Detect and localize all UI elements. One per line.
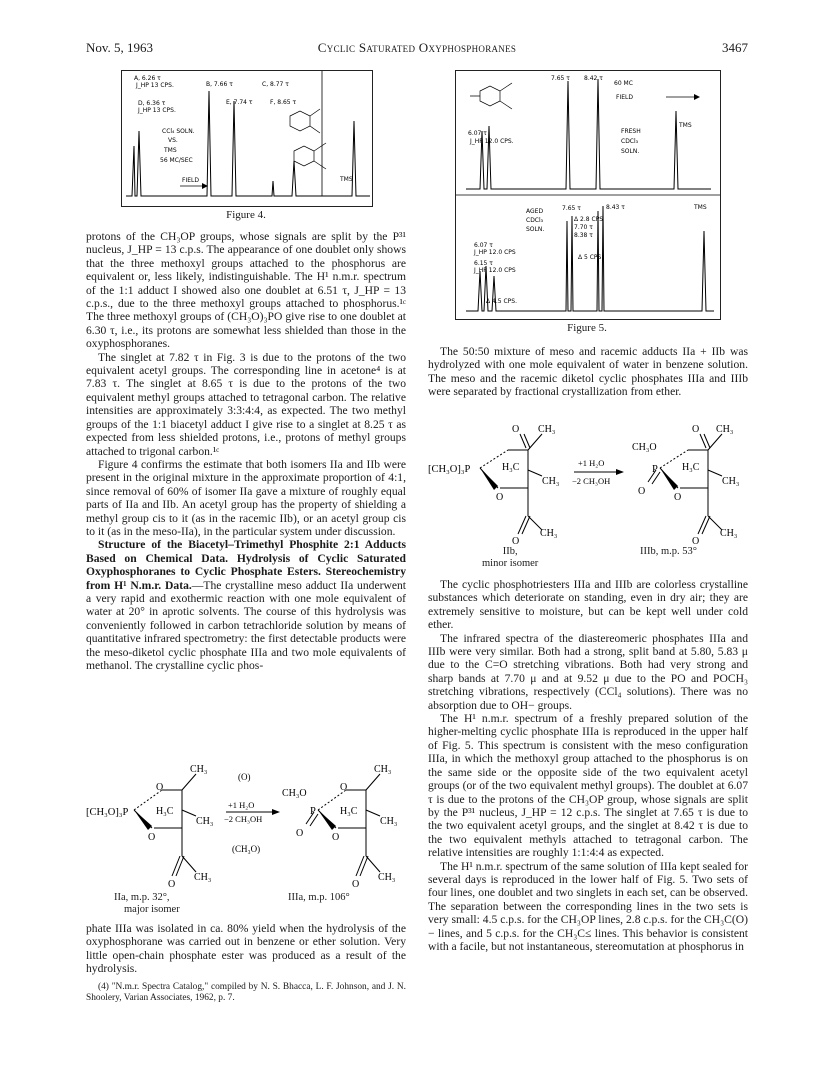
fig5-aged-607: 6.07 τ	[474, 242, 493, 249]
scheme1-ch3-top: CH₃	[190, 764, 208, 775]
scheme2-ch3-top: CH₃	[538, 424, 556, 435]
scheme1-reagent-water: +1 H₂O	[228, 800, 255, 810]
scheme2-o-top: O	[512, 424, 520, 435]
right-column-upper	[428, 345, 748, 399]
scheme1-product-p: P	[310, 806, 316, 817]
scheme2-ch3-bot: CH₃	[540, 528, 558, 539]
fig4-label-c: C, 8.77 τ	[262, 81, 289, 88]
scheme1-reagent-methanol: −2 CH₃OH	[224, 814, 263, 824]
fig5-aged-843: 8.43 τ	[606, 204, 625, 211]
fig5-peak-765: 7.65 τ	[551, 75, 570, 82]
fig4-structure-sketch	[290, 109, 326, 169]
figure-5-caption: Figure 5.	[567, 322, 607, 334]
scheme1-caption-major: major isomer	[124, 904, 180, 915]
right-column-lower	[428, 578, 748, 953]
fig4-field: FIELD	[182, 177, 199, 184]
figure-5-plot	[456, 71, 720, 319]
scheme1-ch3o-paren: (CH₃O)	[232, 844, 261, 854]
fig4-tms: TMS	[164, 147, 177, 154]
left-paragraph-1: protons of the CH₃OP groups, whose signals are split by the P³¹ nucleus, J_HP = 13 c.p.s. The appearance of one doublet only shows that the three methoxyl groups attached to the phosphorus are equivalent or, less likely, indistinguishable. The H¹ n.m.r. spectrum of the 1:1 adduct I showed also one doublet at 6.51 τ, J_HP = 13 c.p.s., due to the three methoxyl groups attached to phosphorus.¹ᶜ The three methoxyl groups of (CH₃O)₃PO give rise to one doublet at 6.30 τ, i.e., its protons are somewhat less shielded than those in the oxyphosphoranes.	[86, 230, 406, 351]
fig5-j: J_HP 12.0 CPS.	[470, 138, 514, 145]
fig5-peak-607: 6.07 τ	[468, 130, 487, 137]
footnote-4: (4) "N.m.r. Spectra Catalog," compiled by N. S. Bhacca, L. F. Johnson, and J. N. Shoolery, Varian Associates, 1962, p. 7.	[86, 981, 406, 1003]
figure-5-spectrum	[455, 70, 721, 320]
scheme1-caption-left	[114, 892, 180, 916]
fig5-delta-45: Δ 4.5 CPS.	[486, 298, 517, 305]
fig5-mc: 60 MC	[614, 80, 633, 87]
fig5-aged-770: 7.70 τ	[574, 224, 593, 231]
scheme1-product-h3c: H₃C	[340, 806, 358, 817]
header-date: Nov. 5, 1963	[86, 40, 154, 55]
scheme2-product-o-bot: O	[692, 536, 700, 546]
scheme2-product-ch3o: CH₃O	[632, 442, 657, 453]
fig4-vs: VS.	[168, 137, 178, 144]
scheme2-caption-minor: minor isomer	[482, 558, 539, 569]
scheme1-product-ch3o: CH₃O	[282, 788, 307, 799]
right-paragraph-5: The H¹ n.m.r. spectrum of the same solution of IIIa kept sealed for several days is reproduced in the lower half of Fig. 5. Two sets of four lines, one doublet and two singlets in each set, can be observed. The separation between the corresponding lines in the two sets is very small: 4.5 c.p.s. for the CH₃OP lines, 2.8 c.p.s. for the CH₃C(O)− lines, and 5 c.p.s. for the CH₃C≤ lines. This behavior is consistent with a facile, but not instantaneous, stereomutation at phosphorus in	[428, 859, 748, 953]
fig4-label-a: A, 6.26 τ	[134, 75, 161, 82]
fig5-soln: SOLN.	[621, 148, 640, 155]
scheme1-product-ch3-mid: CH₃	[380, 816, 398, 827]
left-paragraph-3: Figure 4 confirms the estimate that both isomers IIa and IIb were present in the original mixture in the approximate proportion of 4:1, since removal of 60% of isomer IIa gave a mixture of roughly equal parts of IIa and IIb. An acetyl group has the property of shielding a methyl group cis to it (as in the racemic IIb), or an acetyl group cis to it (as in the meso-IIa), in the particular system under discussion.	[86, 457, 406, 538]
fig5-delta-5: Δ 5 CPS	[578, 254, 602, 261]
figure-4-caption: Figure 4.	[226, 209, 266, 221]
scheme2-product-ch3-top: CH₃	[716, 424, 734, 435]
scheme2-product-ch3-mid: CH₃	[722, 476, 740, 487]
scheme2-reactant-label: [CH₃O]₃P	[428, 464, 471, 475]
fig4-label-d: D, 6.36 τ	[138, 100, 166, 107]
fig4-solvent: CCl₄ SOLN.	[162, 128, 195, 135]
fig4-label-e: E, 7.74 τ	[226, 99, 253, 106]
fig4-label-f: F, 8.65 τ	[270, 99, 297, 106]
scheme2-o-bot: O	[512, 536, 520, 546]
fig5-aged-838: 8.38 τ	[574, 232, 593, 239]
scheme2-reagent-methanol: −2 CH₃OH	[572, 476, 611, 486]
scheme2-product-ch3-bot: CH₃	[720, 528, 738, 539]
scheme1-product-o-left: O	[332, 832, 340, 843]
scheme2-product-o-left: O	[674, 492, 682, 503]
scheme2-reagent-water: +1 H₂O	[578, 458, 605, 468]
scheme1-o-paren: (O)	[238, 772, 251, 782]
scheme1-caption-iia: IIa, m.p. 32°,	[114, 892, 170, 903]
scheme2-caption-iiib: IIIb, m.p. 53°	[640, 546, 697, 557]
fig4-tms-peak: TMS	[340, 176, 353, 183]
figure-4-spectrum	[121, 70, 373, 207]
scheme1-o-top: O	[156, 782, 164, 793]
fig5-aged-765: 7.65 τ	[562, 205, 581, 212]
left-column-upper	[86, 230, 406, 672]
left-paragraph-5: phate IIIa was isolated in ca. 80% yield when the hydrolysis of the oxyphosphorane was carried out in benzene or ether solution. Very little open-chain phosphate ester was produced as a result of the hydrolysis.	[86, 922, 406, 976]
scheme2-caption-iib: IIb,	[502, 546, 518, 557]
scheme2-product-o-eq: O	[638, 486, 646, 497]
left-paragraph-2: The singlet at 7.82 τ in Fig. 3 is due to the protons of the two equivalent acetyl groups. The corresponding line in acetone⁴ is at 7.83 τ. The singlet at 8.65 τ is due to the protons of the two equivalent methyl groups attached to tetragonal carbon. The relative intensities are approximately 3:3:4:4, as expected. The two methyl groups of the 1:1 biacetyl adduct I give rise to a singlet at 8.25 τ as expected from less shielded protons, i.e., protons of methyl groups attached to trigonal carbon.¹ᶜ	[86, 350, 406, 458]
header-page-number: 3467	[722, 40, 748, 55]
fig5-structure-sketch	[470, 83, 512, 109]
fig5-cdcl3: CDCl₃	[621, 138, 639, 145]
section-heading: Structure of the Biacetyl–Trimethyl Phosphite 2:1 Adducts Based on Chemical Data. Hydrolysis of Cyclic Saturated Oxyphosphoranes to Cyclic Phosphate Esters. Stereochemistry from H¹ N.m.r. Data.	[86, 538, 406, 592]
fig5-field: FIELD	[616, 94, 633, 101]
scheme1-reactant-label: [CH₃O]₃P	[86, 807, 129, 818]
right-paragraph-2: The cyclic phosphotriesters IIIa and IIIb are colorless crystalline substances which deteriorate on standing, even in dry air; they are extremely sensitive to moisture, but can be kept well under cold ether.	[428, 578, 748, 632]
fig5-tms: TMS	[679, 122, 692, 129]
header-title: Cyclic Saturated Oxyphosphoranes	[317, 40, 517, 55]
left-paragraph-4	[86, 538, 406, 672]
fig5-peak-842: 8.42 τ	[584, 75, 603, 82]
scheme1-product-ch3-top: CH₃	[374, 764, 392, 775]
fig5-delta-28: Δ 2.8 CPS	[574, 216, 604, 223]
scheme1-product-ch3-bot: CH₃	[378, 872, 396, 883]
scheme2-product-o-top: O	[692, 424, 700, 435]
fig5-tms-2: TMS	[694, 204, 707, 211]
scheme1-o-left: O	[148, 832, 156, 843]
right-paragraph-1: The 50:50 mixture of meso and racemic adducts IIa + IIb was hydrolyzed with one mole equivalent of water in benzene solution. The meso and the racemic diketol cyclic phosphates IIIa and IIIb were separated by fractional crystallization from ether.	[428, 345, 748, 399]
scheme1-ch3-bot: CH₃	[194, 872, 212, 883]
left-column-lower	[86, 922, 406, 1004]
fig5-aged-cdcl3: CDCl₃	[526, 217, 544, 224]
fig5-aged-j2: J_HP 12.0 CPS	[474, 267, 516, 274]
right-paragraph-3: The infrared spectra of the diastereomeric phosphates IIIa and IIIb were very similar. Both had a strong, split band at 5.80, 5.83 μ due to the C=O stretching vibrations. Both had very strong and sharp bands at 7.70 μ and at 9.52 μ due to the PO and POCH₃ stretching vibrations, respectively (CCl₄ solutions). There was no absorption due to OH− groups.	[428, 631, 748, 712]
fig4-label-b: B, 7.66 τ	[206, 81, 233, 88]
fig5-aged-soln: SOLN.	[526, 226, 545, 233]
fig4-mc: 56 MC/SEC	[160, 157, 193, 164]
scheme1-h3c: H₃C	[156, 806, 174, 817]
scheme1-product-o-bot: O	[352, 879, 360, 890]
scheme2-product-p: P	[652, 464, 658, 475]
fig5-aged-615: 6.15 τ	[474, 260, 493, 267]
scheme2-ch3-mid: CH₃	[542, 476, 560, 487]
fig5-aged-j1: J_HP 12.0 CPS	[474, 249, 516, 256]
fig4-label-d-j: J_HP 13 CPS.	[138, 107, 176, 114]
scheme1-o-bot: O	[168, 879, 176, 890]
scheme-2	[428, 420, 748, 570]
scheme-1-structures	[86, 760, 406, 890]
scheme2-product-h3c: H₃C	[682, 462, 700, 473]
figure-4-plot	[122, 71, 372, 206]
scheme2-h3c: H₃C	[502, 462, 520, 473]
scheme2-o-left: O	[496, 492, 504, 503]
scheme-2-structures	[428, 420, 748, 546]
fig5-aged: AGED	[526, 208, 544, 215]
scheme2-caption-left	[482, 546, 538, 570]
right-paragraph-4: The H¹ n.m.r. spectrum of a freshly prepared solution of the higher-melting cyclic phosphate IIIa is reproduced in the upper half of Fig. 5. This spectrum is consistent with the meso configuration IIIa, in which the methoxyl group attached to the phosphorus is on the same side or the opposite side of the two equivalent acetyl groups (or of the two equivalent methyl groups). The doublet at 6.07 τ is due to the protons of the CH₃OP group, whose signals are split by the P³¹ nucleus, J_HP = 12 c.p.s. The singlet at 7.65 τ is due to the two equivalent acetyl groups, and the singlet at 8.42 τ is due to the two equivalent methyls attached to tetragonal carbon. The relative intensities are roughly 1:1:4:4 as expected.	[428, 712, 748, 860]
fig4-label-a-j: J_HP 13 CPS.	[136, 82, 174, 89]
scheme1-product-o-top: O	[340, 782, 348, 793]
scheme1-ch3-mid: CH₃	[196, 816, 214, 827]
scheme-1	[86, 760, 406, 918]
scheme1-product-o-eq: O	[296, 828, 304, 839]
left-paragraph-4-text: —The crystalline meso adduct IIa underwent a very rapid and exothermic reaction with one mole equivalent of water at 20° in aprotic solvents. The course of this hydrolysis was conveniently followed in carbon tetrachloride solution by means of quantitative infrared spectrometry: the first detectable products were the meso-diketol cyclic phosphate IIIa and two mole equivalents of methanol. The crystalline cyclic phos-	[86, 578, 406, 672]
fig5-fresh: FRESH	[621, 128, 641, 135]
running-header	[86, 40, 748, 56]
scheme1-caption-iiia: IIIa, m.p. 106°	[288, 892, 350, 903]
